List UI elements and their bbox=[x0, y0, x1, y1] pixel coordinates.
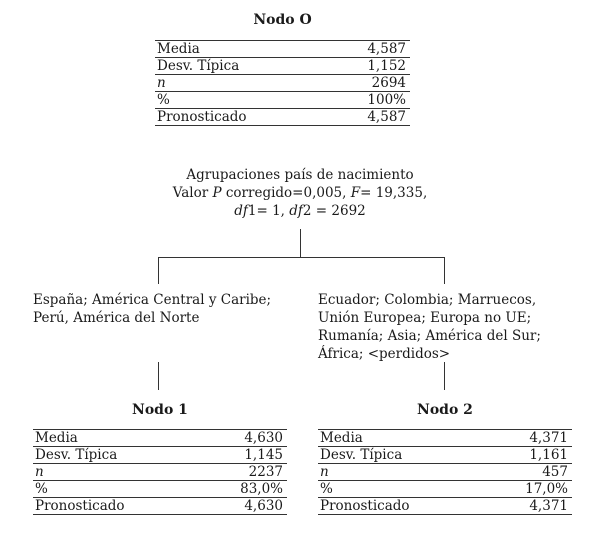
right-child-line bbox=[444, 362, 445, 390]
table-row bbox=[33, 481, 287, 498]
row-value: 1,161 bbox=[485, 447, 572, 464]
left-child-line bbox=[158, 362, 159, 390]
row-label: Desv. Típica bbox=[318, 447, 485, 464]
row-label: % bbox=[155, 92, 328, 109]
left-branch-categories: España; América Central y Caribe; Perú, América del Norte bbox=[33, 292, 272, 326]
row-value: 2237 bbox=[200, 464, 287, 481]
root-node-title: Nodo O bbox=[253, 12, 312, 28]
row-value: 2694 bbox=[328, 75, 410, 92]
row-label: Media bbox=[318, 430, 485, 447]
table-row bbox=[318, 481, 572, 498]
table-row bbox=[155, 75, 410, 92]
table-row bbox=[318, 430, 572, 447]
split-description bbox=[150, 166, 450, 220]
row-label: Desv. Típica bbox=[33, 447, 200, 464]
row-value: 100% bbox=[328, 92, 410, 109]
node2-table bbox=[318, 429, 572, 515]
table-row bbox=[155, 58, 410, 75]
row-value: 1,152 bbox=[328, 58, 410, 75]
row-value: 17,0% bbox=[485, 481, 572, 498]
row-label: n bbox=[318, 464, 485, 481]
table-row bbox=[155, 109, 410, 126]
row-value: 457 bbox=[485, 464, 572, 481]
branch-bar bbox=[158, 257, 445, 258]
left-branch-line bbox=[158, 257, 159, 284]
row-label: Desv. Típica bbox=[155, 58, 328, 75]
row-value: 4,630 bbox=[200, 430, 287, 447]
row-value: 4,587 bbox=[328, 109, 410, 126]
split-degrees-of-freedom: df1= 1, df2 = 2692 bbox=[234, 203, 366, 219]
table-row bbox=[33, 498, 287, 515]
table-row bbox=[33, 464, 287, 481]
row-value: 4,630 bbox=[200, 498, 287, 515]
table-row bbox=[33, 430, 287, 447]
row-label: Media bbox=[155, 41, 328, 58]
row-value: 4,587 bbox=[328, 41, 410, 58]
right-branch-line bbox=[444, 257, 445, 284]
row-label: % bbox=[33, 481, 200, 498]
table-row bbox=[155, 41, 410, 58]
row-label: % bbox=[318, 481, 485, 498]
node1-title: Nodo 1 bbox=[132, 402, 188, 418]
right-branch-categories: Ecuador; Colombia; Marruecos, Unión Europea; Europa no UE; Rumanía; Asia; América del Sur; África; <perdidos> bbox=[318, 292, 541, 362]
split-statistics: Valor P corregido=0,005, F= 19,335, bbox=[172, 185, 428, 201]
split-variable: Agrupaciones país de nacimiento bbox=[186, 167, 414, 183]
node1-table bbox=[33, 429, 287, 515]
row-label: n bbox=[33, 464, 200, 481]
table-row bbox=[318, 447, 572, 464]
row-value: 1,145 bbox=[200, 447, 287, 464]
row-label: Pronosticado bbox=[33, 498, 200, 515]
root-node-table bbox=[155, 40, 410, 126]
row-label: Pronosticado bbox=[318, 498, 485, 515]
row-label: Pronosticado bbox=[155, 109, 328, 126]
row-value: 83,0% bbox=[200, 481, 287, 498]
table-row bbox=[155, 92, 410, 109]
row-label: Media bbox=[33, 430, 200, 447]
node2-title: Nodo 2 bbox=[417, 402, 473, 418]
table-row bbox=[318, 464, 572, 481]
row-value: 4,371 bbox=[485, 430, 572, 447]
table-row bbox=[318, 498, 572, 515]
row-label: n bbox=[155, 75, 328, 92]
row-value: 4,371 bbox=[485, 498, 572, 515]
table-row bbox=[33, 447, 287, 464]
trunk-line bbox=[300, 229, 301, 257]
